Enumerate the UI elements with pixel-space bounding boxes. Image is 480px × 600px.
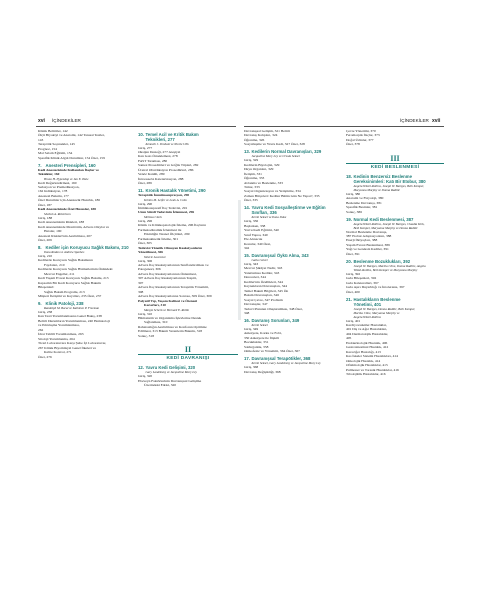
toc-entry: Farmakodinamik İzlenmesi ile bbox=[138, 227, 182, 232]
chapter-number: 13. bbox=[244, 149, 250, 155]
toc-entry: Giriş, 320 bbox=[138, 374, 153, 379]
chapter-authors: Angela Witzel-Rollins, Joseph W. Bartges, Beth Kemper, bbox=[353, 183, 425, 188]
toc-entry: Enerji İhtiyaçları, 388 bbox=[346, 238, 378, 243]
left-header-rule bbox=[36, 126, 236, 127]
chapter-number: 21. bbox=[346, 296, 352, 302]
toc-entry: Bileşenleri: bbox=[38, 285, 55, 290]
toc-entry: Konular, 340 Özet, bbox=[244, 241, 272, 246]
toc-entry: Sosyalleşme ve Yavru Kedi, 327 Özet, 328 bbox=[244, 142, 305, 147]
toc-entry: Sonuç, 318 bbox=[138, 333, 154, 338]
toc-entry: Doğal Ürünler, 377 bbox=[346, 137, 374, 142]
toc-section-entry: Tedavisi Yönetik Olmayan Reaksiyonların bbox=[138, 245, 203, 250]
toc-entry: Kan Gazı Örneklemesi, 278 bbox=[138, 154, 178, 159]
toc-entry: Davranış Değişikliği, 368 bbox=[244, 369, 281, 374]
toc-entry: Kedilerde Koruyucu Sağlık Hizmetlerinin Önündeki bbox=[38, 267, 113, 272]
toc-entry: Advers İlaç Reaksiyonlarının Önlenmesi, bbox=[138, 271, 197, 276]
toc-entry: Giriş, 277 bbox=[138, 145, 153, 150]
toc-entry: İntraosseöz Kateterizasyon, 288 bbox=[138, 176, 184, 181]
toc-entry: Tedavi Planının Oluşturulması, 348 Özet, bbox=[244, 306, 303, 311]
chapter-authors: Witzel-Rollins, Beth Kemper ve Maryanna Murphy bbox=[353, 267, 418, 272]
part-heading bbox=[138, 345, 238, 362]
chapter-authors: Joseph W. Bartges, Donna Raditic, Beth Kemper, bbox=[353, 306, 416, 311]
left-page-number: xvi bbox=[38, 118, 45, 124]
toc-entry: Zaman Bütçeleri: Kediler Bütün Gün Ne Yapar?, 335 bbox=[244, 193, 320, 198]
chapter-authors: Joseph W. Bartges, Martha Cline, Donna Raditic, Angela bbox=[353, 263, 426, 268]
toc-entry: 348 bbox=[244, 311, 250, 315]
left-running-title: İÇİNDEKİLER bbox=[52, 118, 81, 123]
toc-entry: Öğrenme, 326 bbox=[244, 137, 265, 142]
chapter-title: Davranışsal Öykü Alma, 343 bbox=[251, 253, 309, 259]
toc-entry: Sitoloji Yorumlanma, 264 bbox=[38, 336, 75, 341]
chapter-title-continued: Yönetimi, 401 bbox=[353, 301, 382, 307]
toc-entry: 401 Diş ve Ağız Hastalıkları, bbox=[346, 327, 388, 332]
toc-entry: 405 bbox=[346, 336, 352, 341]
toc-entry: Ele Alınacak bbox=[244, 237, 263, 242]
toc-entry: Yağı ve Gereksiz Kediler, 391 bbox=[346, 247, 389, 252]
section-authors: Bruno H. Pypendop ve Jan E. Ilkiw bbox=[44, 176, 89, 181]
toc-section-entry: Yönetilmesi, 306 bbox=[138, 250, 164, 255]
toc-entry: Farmakokinetik İzleme, 301 bbox=[138, 236, 179, 241]
toc-entry: Özet, 305 bbox=[138, 241, 152, 246]
right-page bbox=[240, 0, 480, 600]
part-number: III bbox=[390, 153, 400, 163]
chapter-number: 20. bbox=[346, 258, 352, 264]
toc-entry: Mevcut Şikâyet Nedir, 343 bbox=[244, 266, 283, 271]
toc-entry: Özet, 391 bbox=[346, 251, 360, 256]
toc-entry: 404 Dermatolojik Hastalıklar, bbox=[346, 331, 389, 336]
toc-entry: Ölçü Biyokiyi ve Anatomi, 142 Tanısal Testler, bbox=[38, 133, 105, 138]
toc-column-2 bbox=[138, 129, 238, 388]
toc-entry: Feromorpik İlaçlar, 373 bbox=[346, 133, 380, 138]
chapter-title: Kedilerin Normal Davranışları, 329 bbox=[251, 149, 322, 155]
section-authors: Randolph M. Baral ve Kathleen P. Freeman bbox=[44, 306, 100, 310]
toc-entry: Pulmoner ve Torasik Hastalıklar, 416 bbox=[346, 367, 399, 372]
right-running-title: İÇİNDEKİLER bbox=[400, 118, 429, 123]
toc-entry: Başlarken, 338 bbox=[244, 223, 266, 228]
toc-entry: Davranışsal Gelişim, 321 Belirli bbox=[244, 129, 290, 133]
toc-entry: Spesifik Klinik Algılı Durumlar, 154 Özet, 159 bbox=[38, 155, 105, 160]
chapter-number: 9. bbox=[38, 301, 42, 306]
toc-entry: Kedi Anestezisinin Riskleri, 188 bbox=[38, 220, 85, 225]
toc-column-3 bbox=[244, 129, 342, 374]
chapter-authors: Martha Cline, Maryanna Murphy ve bbox=[353, 310, 400, 315]
toc-entry: 307 Advers İlaç Reaksiyonlarının Tespiti, bbox=[138, 276, 197, 281]
toc-entry: Giriş, 188 bbox=[38, 215, 53, 220]
toc-entry: 308 bbox=[138, 289, 144, 294]
toc-entry: Kediler'nin Özellikleri, 344 bbox=[244, 279, 283, 284]
chapter-title: Temel Acil ve Kritik Bakım bbox=[145, 131, 199, 137]
toc-section-entry: Terapötik İmmünosupresyon, 290 bbox=[138, 193, 190, 198]
chapter-authors: Beth Kemper, Maryanna Murphy ve Donna Raditic bbox=[353, 225, 418, 230]
part-heading bbox=[346, 154, 444, 171]
toc-entry: Mevcut Engeller, 211 bbox=[44, 271, 75, 276]
toc-entry: Özet, 400 bbox=[346, 289, 360, 294]
toc-entry: İmmünosupresif İlaç Tedavisi, 291 bbox=[138, 205, 188, 210]
chapter-number: 11. bbox=[138, 188, 144, 194]
toc-entry: Endokrinolojik Hastalık, 406 bbox=[346, 340, 388, 345]
toc-entry: Giriş, 392 bbox=[346, 271, 361, 276]
toc-entry: Klinik Belirtiler, 142 bbox=[38, 129, 68, 133]
toc-entry: Özet, 187 bbox=[38, 202, 52, 207]
toc-entry: Davranış Kalıpları, 324 bbox=[244, 133, 278, 138]
chapter-authors: Angela Witzel-Rollins bbox=[353, 314, 381, 319]
chapter-title: Davranışsal Terapötikler, 368 bbox=[251, 356, 311, 362]
toc-entry: Onikofeziz ve Yönetimi, 364 Özet, 367 bbox=[244, 349, 300, 354]
toc-entry: Kedi Anestezisinde Monitörün, Advers Olaylar ve bbox=[38, 224, 110, 229]
chapter-authors: Gaila Calver bbox=[251, 258, 268, 263]
toc-entry: Dereceleri, 344 bbox=[244, 275, 266, 280]
chapter-authors: Gary Landsberg ve Jacqueline Mary Ley bbox=[145, 370, 197, 375]
toc-entry: Anestezi Bakımı, 177 bbox=[38, 193, 69, 198]
toc-column-4 bbox=[346, 129, 444, 376]
toc-entry: Oksijen Desteği, 277 Ateşiyal bbox=[138, 149, 181, 154]
toc-entry: 262 bbox=[38, 327, 44, 332]
toc-entry: Giriş, 349 bbox=[244, 326, 259, 331]
toc-entry: Giriş, 238 bbox=[38, 310, 53, 314]
section-authors: Melissa Clark bbox=[144, 214, 162, 219]
toc-entry: Giriş, 310 bbox=[138, 311, 153, 316]
toc-entry: Mal Salatlı Eğitimi, 154 bbox=[38, 151, 73, 156]
part-number: II bbox=[184, 345, 192, 355]
chapter-authors: Kersti Seksel, Gary Landsberg ve Jacqueline Mary Ley bbox=[251, 361, 321, 366]
toc-entry: Bakım Davranışları, 346 bbox=[244, 293, 279, 298]
chapter-number: 15. bbox=[244, 253, 250, 259]
chapter-title-continued: Teknikleri, 277 bbox=[145, 136, 175, 142]
toc-entry: Advers İlaç Reaksiyonlarının Terapötik Yönetimi, bbox=[138, 285, 209, 290]
toc-entry: Temel Bakım Bilgileri, 345 Ön bbox=[244, 288, 289, 293]
toc-entry: Yavru Kedi Eğitimi, 340 bbox=[244, 228, 279, 233]
chapter-title: Normal Kedi Beslenmesi, 387 bbox=[353, 216, 414, 222]
toc-entry: Öğrenme, 333 bbox=[244, 176, 265, 181]
toc-entry: Gıda Bileşenleri, 392 bbox=[346, 276, 377, 281]
chapter-authors: Maryanna Murphy ve Donna Raditic bbox=[353, 187, 401, 192]
toc-entry: Giriş, 210 bbox=[38, 253, 53, 258]
toc-entry: Bozukluklar, 351 bbox=[244, 340, 269, 345]
toc-entry: Giriş, 336 bbox=[244, 219, 259, 224]
chapter-title: Kediler için Koruyucu Sağlık Bakımı, 210 bbox=[45, 244, 129, 250]
toc-entry: Kan Testi Yorumlanmasına Genel Bakış, 238 bbox=[38, 314, 102, 319]
chapter-title: Anesteri Prensipleri, 160 bbox=[45, 162, 96, 168]
toc-section-entry: Teknikler, 160 bbox=[38, 172, 60, 177]
toc-entry: Tımar, 333 bbox=[244, 185, 260, 190]
toc-entry: Özet, 289 bbox=[138, 181, 152, 186]
section-authors: Sheilah A. Robertson bbox=[44, 211, 71, 216]
toc-entry: Sağlık Bakım Programı, 213 bbox=[44, 289, 85, 294]
toc-entry: Kedilerin Biyolojisi, 329 bbox=[244, 162, 280, 167]
chapter-authors: Jacqueline Mary Ley ve Ursula Seksel bbox=[251, 154, 300, 159]
toc-entry: İdrar Tahlili Yorumlanması, 263 bbox=[38, 332, 84, 337]
toc-entry: Terapötik Seçenekler, 145 bbox=[38, 142, 75, 147]
toc-entry: Özet, 335 bbox=[244, 198, 258, 203]
chapter-title: Beslenme Bozuklukları, 392 bbox=[353, 258, 411, 264]
toc-entry: ve Pıhtılaşma Yorumlanması, bbox=[38, 323, 80, 328]
toc-entry: Belirli Durumların Yorumlanması, 240 Hematoloji bbox=[38, 318, 110, 323]
toc-entry: Etkinliğin Nesnel Ölçütleri, 299 bbox=[144, 232, 190, 237]
toc-entry: Giriş, 329 bbox=[244, 158, 259, 163]
toc-entry: Gastrointestinal Hastalık, 412 bbox=[346, 345, 389, 350]
section-authors: Margie Scherk ve Bernard E. Rollin bbox=[144, 307, 190, 312]
chapter-number: 7. bbox=[38, 162, 42, 168]
toc-entry: Beslenme Davranışı, 381 bbox=[346, 200, 382, 205]
toc-entry: Müşteri İletişimi ve Kayıtları, 235 Özet, 237 bbox=[38, 294, 102, 299]
toc-section-entry: Uzun Süreli Tedavinin İzlenmesi, 296 bbox=[138, 210, 195, 215]
part-title: KEDİ BESLENMESİ bbox=[370, 164, 420, 170]
toc-entry: Kedi Değerlendirmesi, 160 bbox=[38, 180, 77, 185]
toc-entry: Patogenezi, 306 bbox=[138, 267, 161, 272]
toc-entry: Karaciğer Hastalığı, 413 bbox=[346, 349, 381, 354]
toc-entry: Klinik ve Klinikopatolojik İzleme, 296 İlaçların bbox=[138, 223, 206, 228]
chapter-title: Yavru Kedi Gelişimi, 320 bbox=[145, 365, 196, 371]
toc-entry: Davranışlar, 347 bbox=[244, 302, 268, 307]
toc-entry: Ticari Laboratuvara Karşı Şube İçi Laboratuvar, bbox=[38, 341, 107, 346]
toc-entry: Gıda Kaleteralleri, 397 bbox=[346, 280, 379, 285]
toc-entry: 143 bbox=[38, 137, 44, 142]
toc-entry: Yanıtlaması Kediler, 343 bbox=[244, 270, 280, 275]
toc-entry: Özet, 378 bbox=[346, 142, 360, 147]
toc-entry: Giriş, 368 bbox=[244, 365, 259, 370]
chapter-title: Yavru Kedi Sosyalleştirme ve Eğitim bbox=[251, 205, 326, 211]
toc-entry: Anksiyete, Korku ve Fobi, bbox=[244, 331, 282, 336]
toc-entry: 162 Indüksiyon, 178 bbox=[38, 189, 68, 194]
toc-entry: Kedilerde Koruyucu Sağlık Bakımının bbox=[38, 258, 93, 263]
toc-entry: Kedi Yaşam Evresi Koruyucu Sağlık Bakımı, 213 bbox=[38, 276, 109, 281]
toc-entry: Kapsamlı Bir Kedi Koruyucu Sağlık Bakımı bbox=[38, 280, 102, 285]
chapter-number: 19. bbox=[346, 216, 352, 222]
toc-entry: Kardiyovasküler Hastalıklar, bbox=[346, 323, 387, 328]
toc-entry: Özet, 209 bbox=[38, 238, 52, 243]
toc-entry: Hatalar, 190 bbox=[44, 229, 62, 234]
toc-entry: Avlanma ve Beslenme, 333 bbox=[244, 180, 283, 185]
toc-entry: Advers İlaç Reaksiyonlarının Sınıflandırılması ve bbox=[138, 262, 209, 267]
chapter-authors: Kenneth J. Drobatz ve Nicole Ulik bbox=[145, 141, 189, 146]
part-title: KEDİ DAVRANIŞI bbox=[166, 356, 210, 362]
toc-entry: Üzerindeki Etkisi, 320 bbox=[144, 383, 177, 388]
toc-entry: Kas İskelet Sistemi Hastalıkları, 414 bbox=[346, 354, 398, 359]
toc-section-entry: Kedi Anestezisinde Özel Hususlar, 188 bbox=[38, 207, 96, 212]
toc-entry: Ebeveyn Faktörlerinin Davranışsal Gelişime bbox=[138, 378, 202, 383]
chapter-authors: Kersti Seksel ve Ilona Duke bbox=[251, 215, 287, 220]
chapter-title-continued: Gereksinimleri: Katı Bir Etobur, 380 bbox=[353, 178, 426, 184]
toc-entry: Spesifik Besinler, 381 bbox=[346, 205, 378, 210]
chapter-title-continued: Sınıfları, 336 bbox=[251, 210, 277, 216]
toc-entry: Kaynakların Davranışları, 344 bbox=[244, 284, 288, 289]
toc-entry: Duyu Organları, 329 bbox=[244, 167, 274, 172]
toc-entry: Giriş, 296 bbox=[138, 218, 153, 223]
toc-entry: 387 Etobur Adaptasyonları, 388 bbox=[346, 234, 392, 239]
toc-entry: Faydaları, 210 bbox=[44, 262, 65, 267]
right-page-number: xvii bbox=[432, 118, 441, 124]
toc-entry: Normal Beslenme Davranışı, bbox=[346, 229, 388, 234]
chapter-number: 16. bbox=[244, 317, 250, 323]
toc-entry: Santez Prosedürleri ve Göğüs Tüpleri, 282 bbox=[138, 163, 199, 168]
toc-entry: Rahatsızlığın Azaltılması ve Konforun Optimize bbox=[138, 324, 207, 329]
section-authors: Ilona Rodan ve Andrew Sparkes bbox=[44, 249, 85, 254]
toc-entry: Çevre Yönetimi, 370 bbox=[346, 129, 376, 133]
right-header-rule bbox=[244, 126, 444, 127]
toc-entry: Prognoz, 154 bbox=[38, 146, 57, 151]
toc-entry: Giriş, 290 bbox=[138, 201, 153, 206]
toc-entry: Giriş, 306 bbox=[138, 258, 153, 263]
chapter-number: 14. bbox=[244, 205, 250, 211]
chapter-title: Davranış Sorunları, 349 bbox=[251, 317, 300, 323]
chapter-number: 8. bbox=[38, 244, 42, 250]
part-rule bbox=[346, 163, 444, 164]
toc-entry: Sağlanması, 310 bbox=[144, 320, 168, 325]
toc-entry: Üretral Obstrüksiyon Prosedürleri, 286 bbox=[138, 167, 194, 172]
section-authors: Kristin M. Leifer ve Leah A. Cohn bbox=[144, 197, 187, 202]
chapter-number: 17. bbox=[244, 356, 250, 362]
toc-entry: Hümanizm ve Organizma İşlevlerine Destek bbox=[138, 315, 202, 320]
toc-entry: Anatomi ve Fizyoloji, 380 bbox=[346, 196, 384, 201]
section-authors: Valerie Lawrence bbox=[144, 254, 166, 259]
toc-entry: 342 bbox=[244, 246, 250, 251]
chapter-number: 10. bbox=[138, 131, 144, 137]
toc-entry: Anestezi Riskleri'nin Azaltılması, 207 bbox=[38, 233, 92, 238]
toc-entry: Onkolojik Hastalık, 414 bbox=[346, 358, 381, 363]
toc-entry: Giriş, 380 bbox=[346, 191, 361, 196]
toc-entry: Kalite Kontrol, 271 bbox=[44, 350, 72, 355]
toc-entry: Sosyal Çevre, 347 Problem bbox=[244, 297, 283, 302]
toc-entry: Sınıf Yapısı, 340 bbox=[244, 232, 268, 237]
toc-entry: Özel Durumlar için Anestezik Hazırlık, 186 bbox=[38, 198, 101, 203]
chapter-authors: Kersti Seksel bbox=[251, 322, 268, 327]
toc-entry: FAST Taraması, 280 bbox=[138, 158, 168, 163]
chapter-number: 12. bbox=[138, 365, 144, 371]
toc-entry: Saldırganlık, 358 bbox=[244, 344, 269, 349]
toc-entry: Sosyal Organizasyon ve Yetiştirme, 334 bbox=[244, 189, 301, 194]
toc-entry: Tıbolojiitik Hastalıklar, 416 bbox=[346, 372, 386, 376]
toc-column-1 bbox=[38, 129, 136, 359]
toc-entry: Gıda Aşırı Duyarlılığı ve İntoleransı, 397 bbox=[346, 285, 405, 290]
toc-entry: Giriş, 343 bbox=[244, 262, 259, 267]
chapter-authors: Angela Witzel-Rollins, Joseph W. Bartges, Claudia Kirk, bbox=[353, 221, 425, 226]
toc-section-entry: Kararları, 310 bbox=[144, 303, 166, 308]
toc-entry: İletişim, 331 bbox=[244, 171, 262, 176]
toc-entry: 350 Anksiyete ile İlişkili bbox=[244, 335, 279, 340]
toc-entry: Venöz Kanüli, 289 bbox=[138, 172, 165, 177]
toc-entry: Sedasyon ve Premedikasyon, bbox=[38, 185, 80, 190]
toc-section-entry: Kedi Anestezisinde Kullanılan İlaçlar ve bbox=[38, 167, 99, 172]
chapter-title: Kedinin Benzersiz Beslenme bbox=[353, 173, 413, 179]
toc-entry: Sonuç, 386 bbox=[346, 209, 362, 214]
toc-entry: Özet, 276 bbox=[38, 354, 52, 359]
toc-entry: Yaşam Evresi Beslenmesi, 389 bbox=[346, 242, 390, 247]
toc-entry: 267 Klinik Biyomüsyal Genel İlkeleri ve bbox=[38, 345, 97, 350]
toc-entry: Oftalmolojik Hastalıklar, 415 bbox=[346, 363, 388, 368]
toc-entry: Edilmesi, 313 Bakım Verenlerin Bakımı, 318 bbox=[138, 329, 203, 334]
chapter-title: Klinik Patoloji, 238 bbox=[45, 301, 84, 306]
toc-entry: Giriş, 401 bbox=[346, 318, 361, 323]
toc-section-entry: Palyatif Tıp, Yaşam Kalitesi ve Ötenazi bbox=[138, 298, 198, 303]
chapter-title: Hastalıkların Beslenme bbox=[353, 296, 401, 302]
chapter-title: Kronik Hastalık Yönetimi, 290 bbox=[145, 188, 206, 194]
chapter-number: 18. bbox=[346, 173, 352, 179]
toc-entry: 307 bbox=[138, 280, 144, 285]
toc-entry: Advers İlaç Reaksiyonlarına Sonrası, 309 Özet, 309 bbox=[138, 294, 212, 299]
